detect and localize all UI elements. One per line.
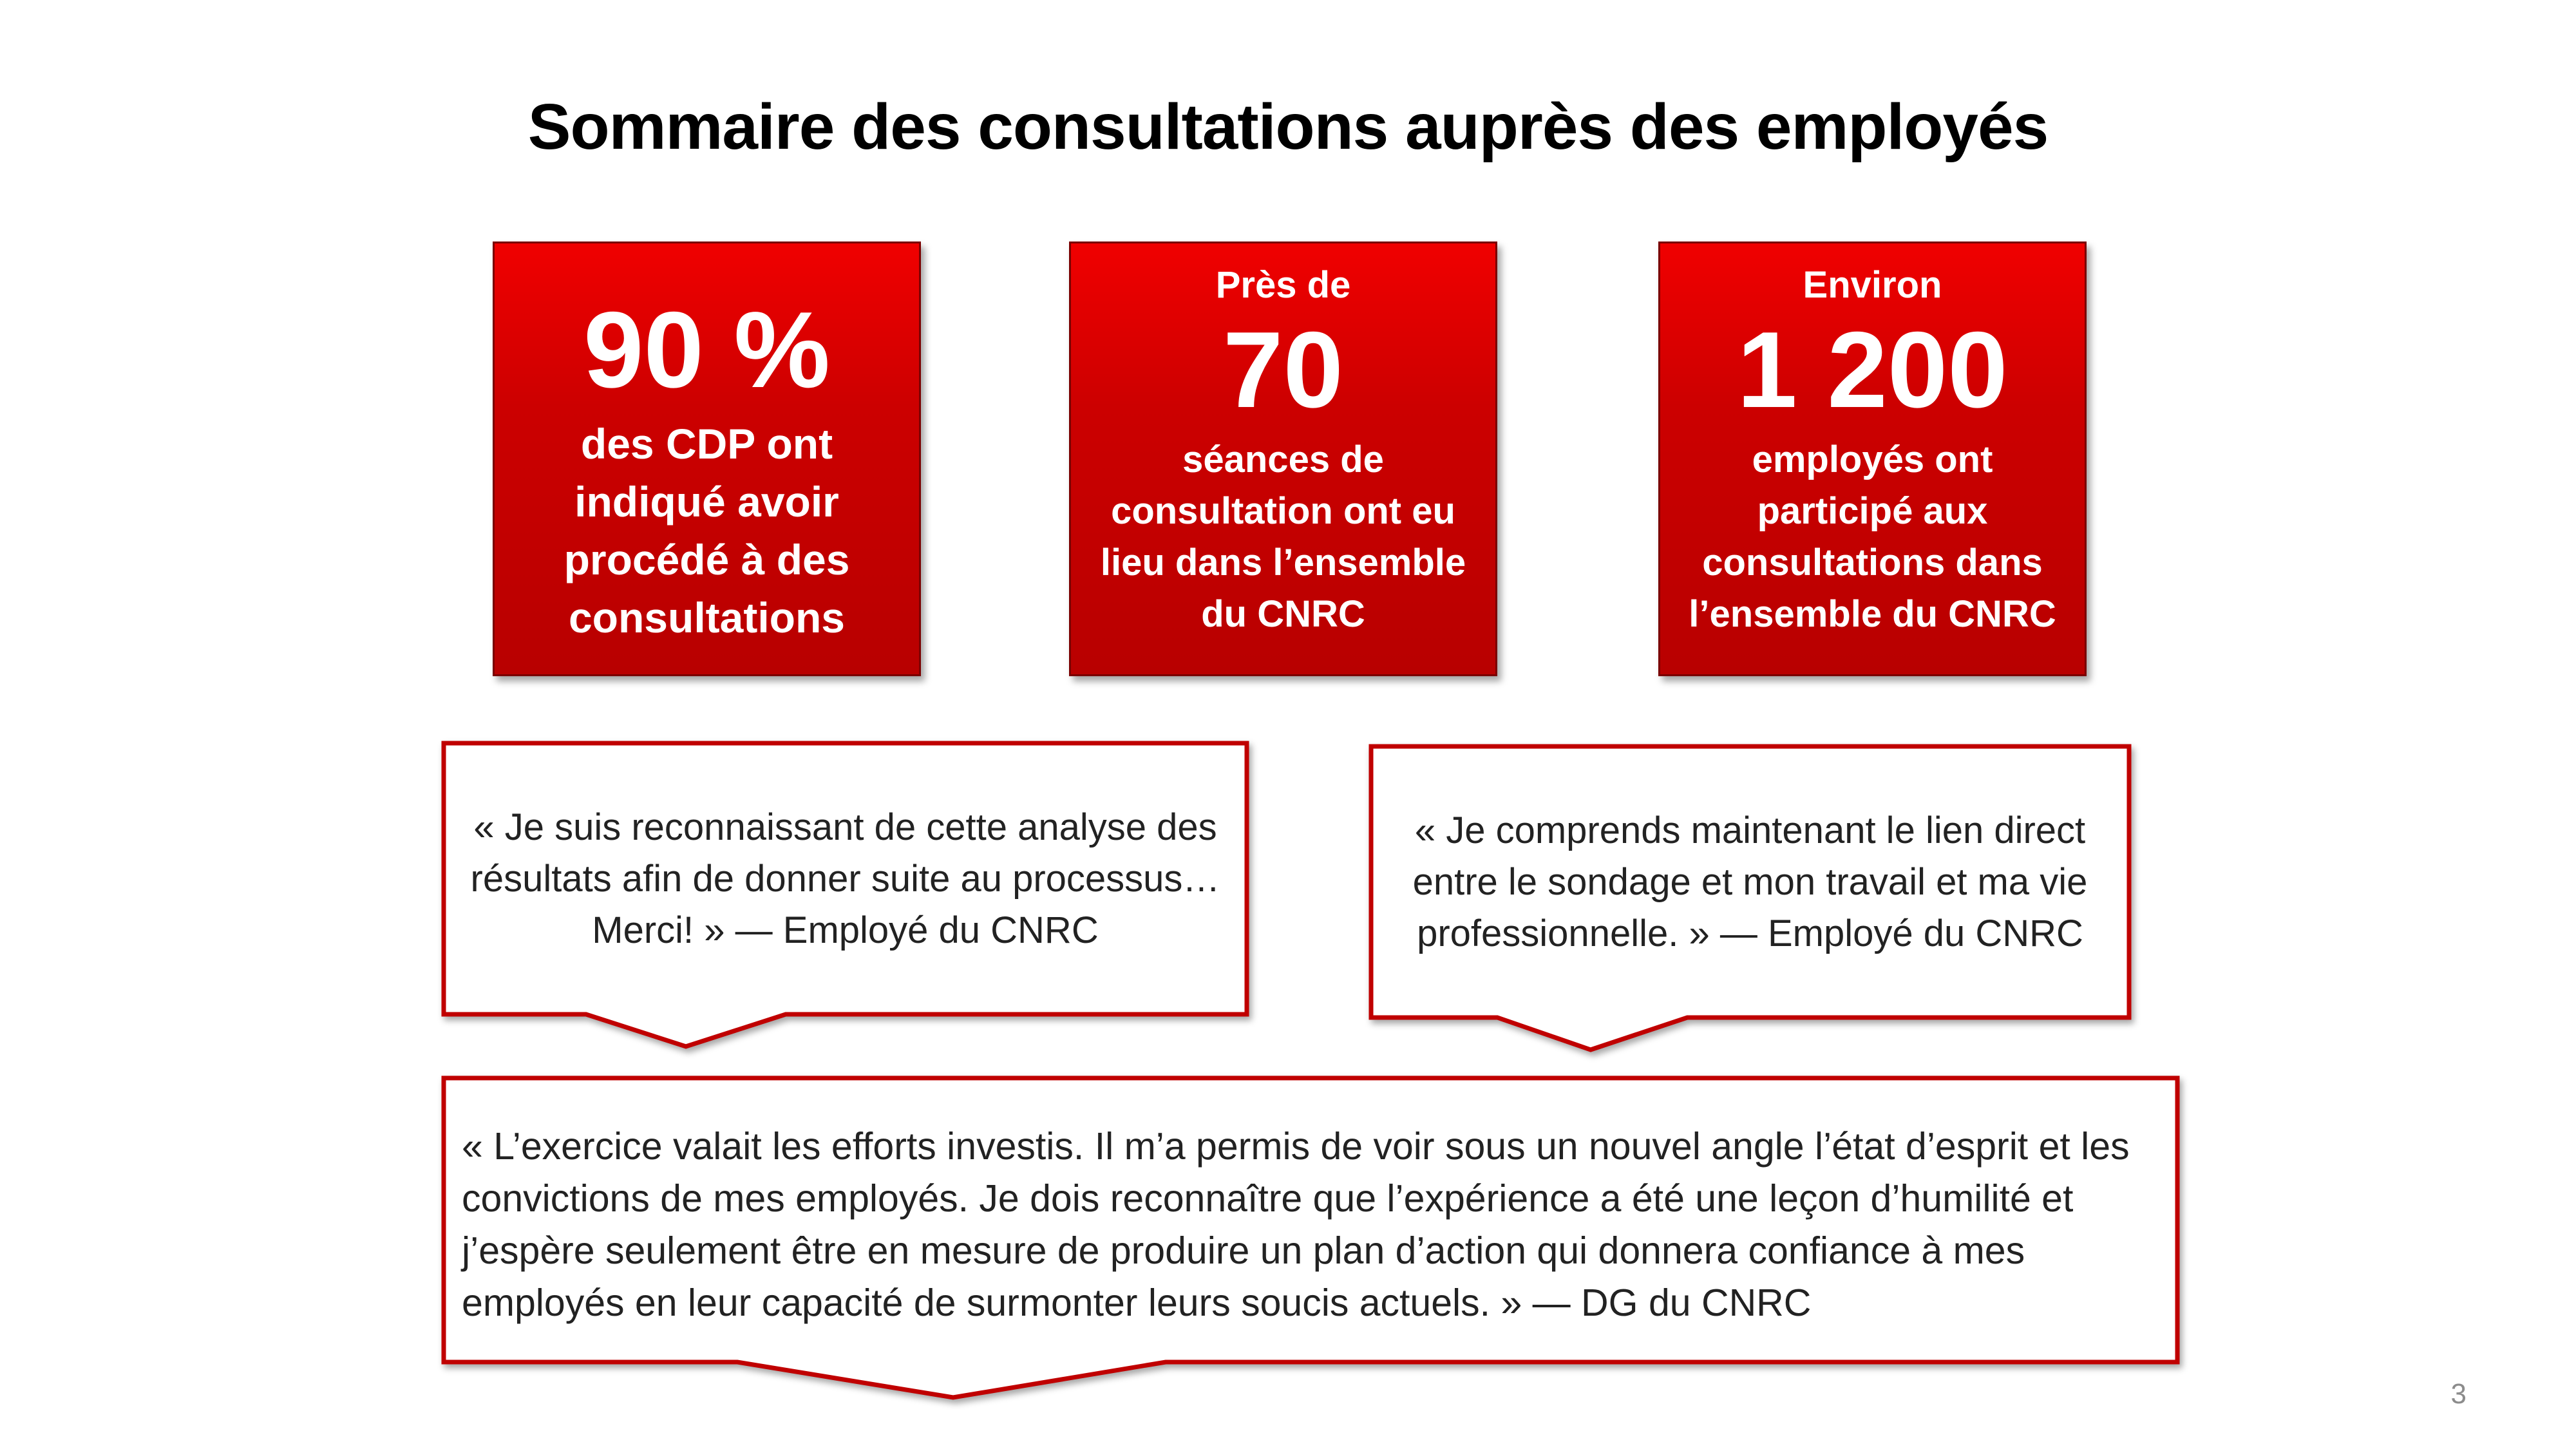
- stat-value: 1 200: [1737, 309, 2008, 430]
- stat-prefix: Environ: [1803, 264, 1942, 306]
- stat-box-employes: [1658, 242, 2087, 676]
- stat-box-cdp: [493, 242, 921, 676]
- quote-callout-employe-1: [441, 741, 1249, 1050]
- stat-description: des CDP ont indiqué avoir procédé à des consultations: [564, 420, 850, 641]
- page-number: 3: [2450, 1378, 2467, 1410]
- stat-description: séances de consultation ont eu lieu dans l’ensemble du CNRC: [1100, 439, 1466, 635]
- quote-callout-dg: [441, 1075, 2180, 1404]
- quote-text: « Je comprends maintenant le lien direct entre le sondage et mon travail et ma vie professionnelle. » — Employé du CNRC: [1412, 810, 2088, 954]
- quote-text: « L’exercice valait les efforts investis. Il m’a permis de voir sous un nouvel angle l’état d’esprit et les convictions de mes employés. Je dois reconnaître que l’expérience a été une leçon d’humilité et j’espère seulement être en mesure de produire un plan d’action qui donnera confiance à mes employés en leur capacité de surmonter leurs soucis actuels. » — DG du CNRC: [462, 1125, 2130, 1324]
- quote-text: « Je suis reconnaissant de cette analyse des résultats afin de donner suite au processus… Merci! » — Employé du CNRC: [470, 806, 1220, 951]
- slide-title: Sommaire des consultations auprès des employés: [527, 91, 2049, 163]
- stat-value: 70: [1223, 309, 1343, 430]
- stat-prefix: Près de: [1215, 264, 1351, 306]
- stat-box-seances: [1069, 242, 1497, 676]
- stat-description: employés ont participé aux consultations dans l’ensemble du CNRC: [1689, 439, 2056, 635]
- stat-value: 90 %: [583, 289, 830, 410]
- quote-callout-employe-2: [1368, 744, 2132, 1053]
